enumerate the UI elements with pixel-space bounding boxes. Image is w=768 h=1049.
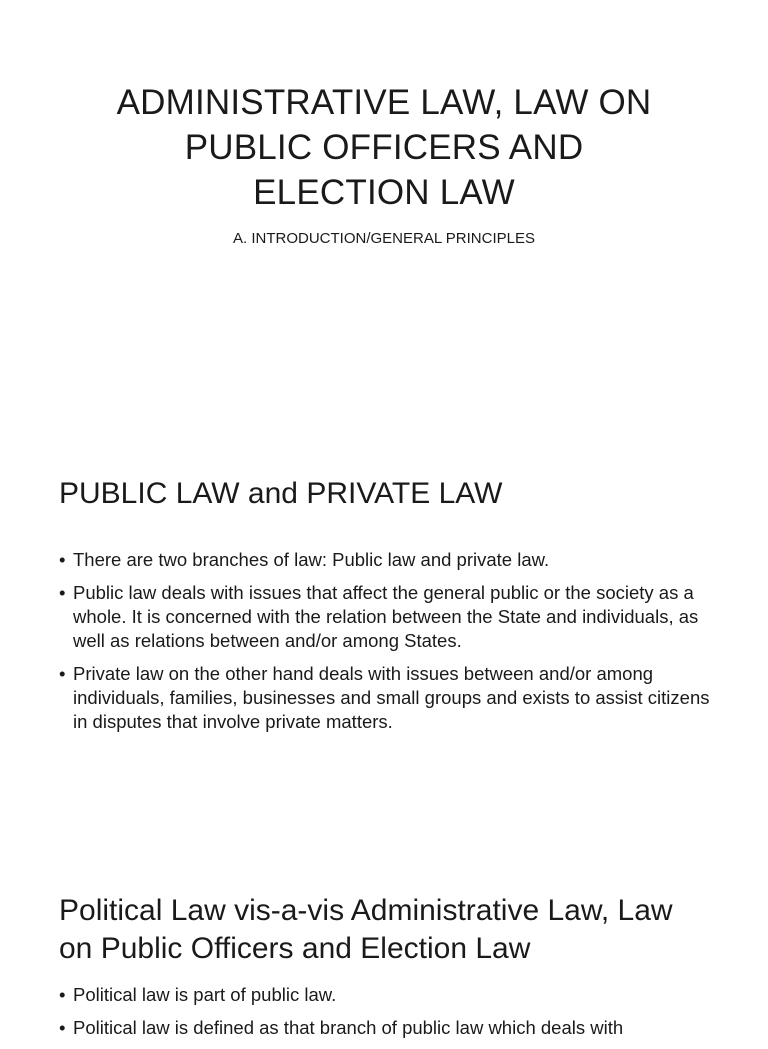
section-heading — [59, 892, 719, 968]
bullet-icon: • — [59, 1017, 66, 1038]
slide-subtitle: A. INTRODUCTION/GENERAL PRINCIPLES — [233, 230, 535, 247]
bullet-item — [59, 983, 719, 1007]
section-heading-line: on Public Officers and Election Law — [59, 932, 531, 965]
slide-title-line: ELECTION LAW — [253, 173, 515, 212]
section-heading: PUBLIC LAW and PRIVATE LAW — [59, 477, 503, 510]
bullet-item — [59, 1016, 719, 1040]
political-law-slide — [0, 864, 768, 1038]
bullet-icon: • — [59, 663, 66, 684]
slide-title-line: PUBLIC OFFICERS AND — [184, 128, 584, 167]
slide-title — [60, 80, 708, 215]
section-heading-line: Political Law vis-a-vis Administrative Law, Law — [59, 894, 673, 927]
bullet-text: Political law is defined as that branch of public law which deals with — [73, 1017, 624, 1038]
bullet-text: There are two branches of law: Public law and private law. — [73, 549, 550, 570]
bullet-list — [59, 983, 719, 1049]
bullet-item — [59, 548, 719, 572]
bullet-list — [59, 548, 719, 743]
title-slide — [0, 0, 768, 432]
bullet-text: Public law deals with issues that affect the general public or the society as a whole. It is concerned with the relation between the State and individuals, as well as relations between and/or among States. — [73, 582, 699, 651]
bullet-icon: • — [59, 984, 66, 1005]
bullet-text: Political law is part of public law. — [73, 984, 337, 1005]
bullet-text: Private law on the other hand deals with issues between and/or among individuals, families, businesses and small groups and exists to assist citizens in disputes that involve private matters. — [73, 663, 710, 732]
bullet-item — [59, 581, 719, 653]
bullet-item — [59, 662, 719, 734]
slide-title-line: ADMINISTRATIVE LAW, LAW ON — [116, 83, 652, 122]
public-private-law-slide — [0, 432, 768, 864]
bullet-icon: • — [59, 582, 66, 603]
bullet-icon: • — [59, 549, 66, 570]
